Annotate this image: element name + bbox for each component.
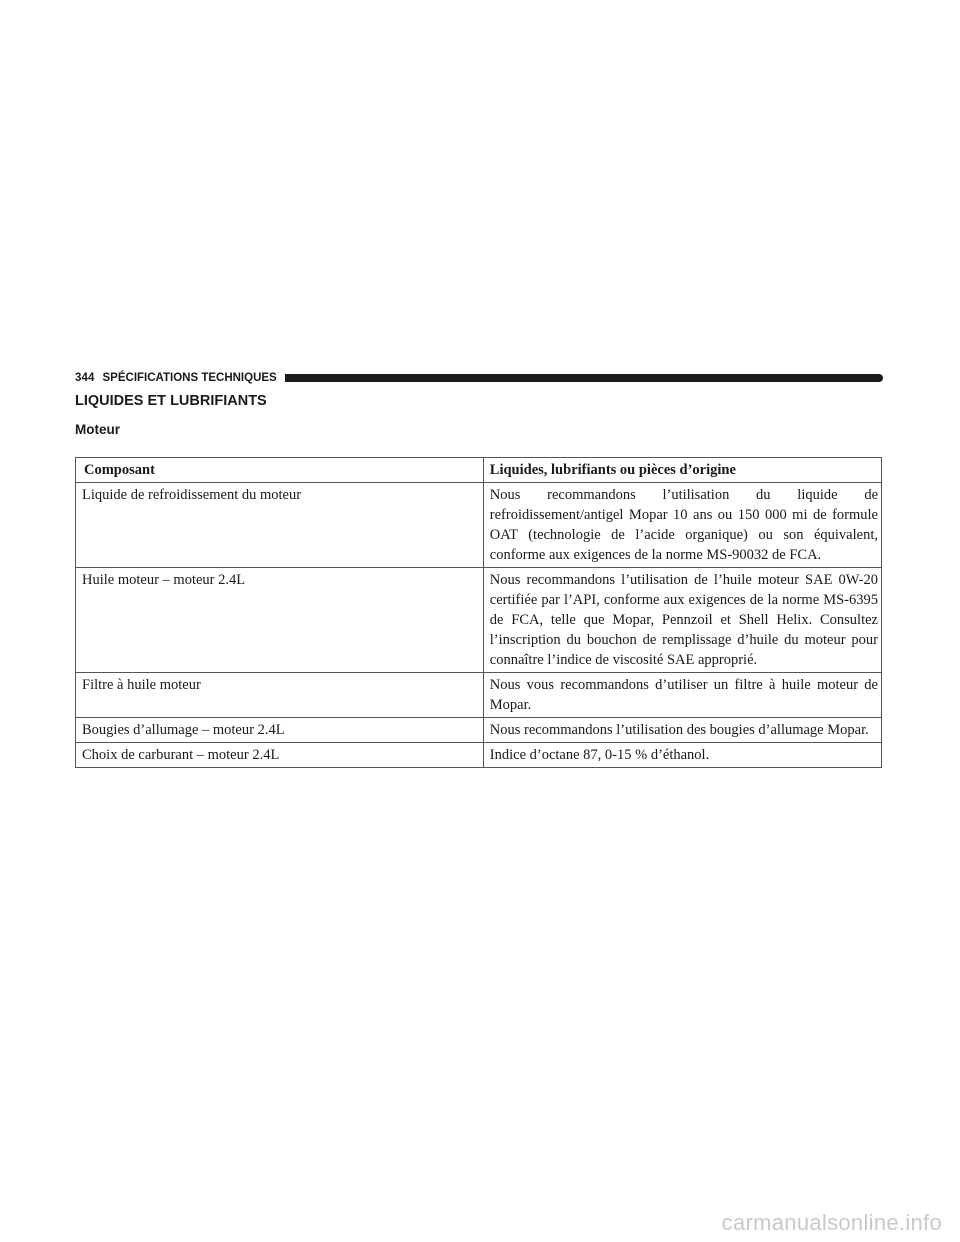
table-header-row (76, 458, 882, 483)
watermark: carmanualsonline.info (721, 1210, 942, 1235)
component-cell: Filtre à huile moteur (76, 673, 484, 718)
section-subtitle: Moteur (75, 422, 120, 437)
table-row (76, 568, 882, 673)
column-header-component: Composant (76, 458, 484, 483)
section-name: SPÉCIFICATIONS TECHNIQUES (102, 372, 277, 384)
table-row (76, 718, 882, 743)
value-cell: Indice d’octane 87, 0-15 % d’éthanol. (483, 743, 881, 768)
component-cell: Choix de carburant – moteur 2.4L (76, 743, 484, 768)
table-row (76, 673, 882, 718)
header-rule (285, 374, 883, 382)
value-cell: Nous vous recommandons d’utiliser un filtre à huile moteur de Mopar. (483, 673, 881, 718)
page-header (75, 370, 883, 386)
fluids-table (75, 457, 882, 768)
component-cell: Huile moteur – moteur 2.4L (76, 568, 484, 673)
value-cell: Nous recommandons l’utilisation de l’huile moteur SAE 0W-20 certifiée par l’API, conforme aux exigences de la norme MS-6395 de FCA, telle que Mopar, Pennzoil et Shell Helix. Consultez l’inscription du bouchon de remplissage d’huile du moteur pour connaître l’indice de viscosité SAE approprié. (483, 568, 881, 673)
page-number: 344 (75, 372, 95, 384)
component-cell: Bougies d’allumage – moteur 2.4L (76, 718, 484, 743)
table-row (76, 743, 882, 768)
value-cell: Nous recommandons l’utilisation du liquide de refroidissement/antigel Mopar 10 ans ou 150 000 mi de formule OAT (technologie de l’acide organique) ou son équivalent, conforme aux exigences de la norme MS-90032 de FCA. (483, 483, 881, 568)
value-cell: Nous recommandons l’utilisation des bougies d’allumage Mopar. (483, 718, 881, 743)
column-header-fluids: Liquides, lubrifiants ou pièces d’origine (483, 458, 881, 483)
page-title: LIQUIDES ET LUBRIFIANTS (75, 393, 267, 409)
table-row (76, 483, 882, 568)
component-cell: Liquide de refroidissement du moteur (76, 483, 484, 568)
